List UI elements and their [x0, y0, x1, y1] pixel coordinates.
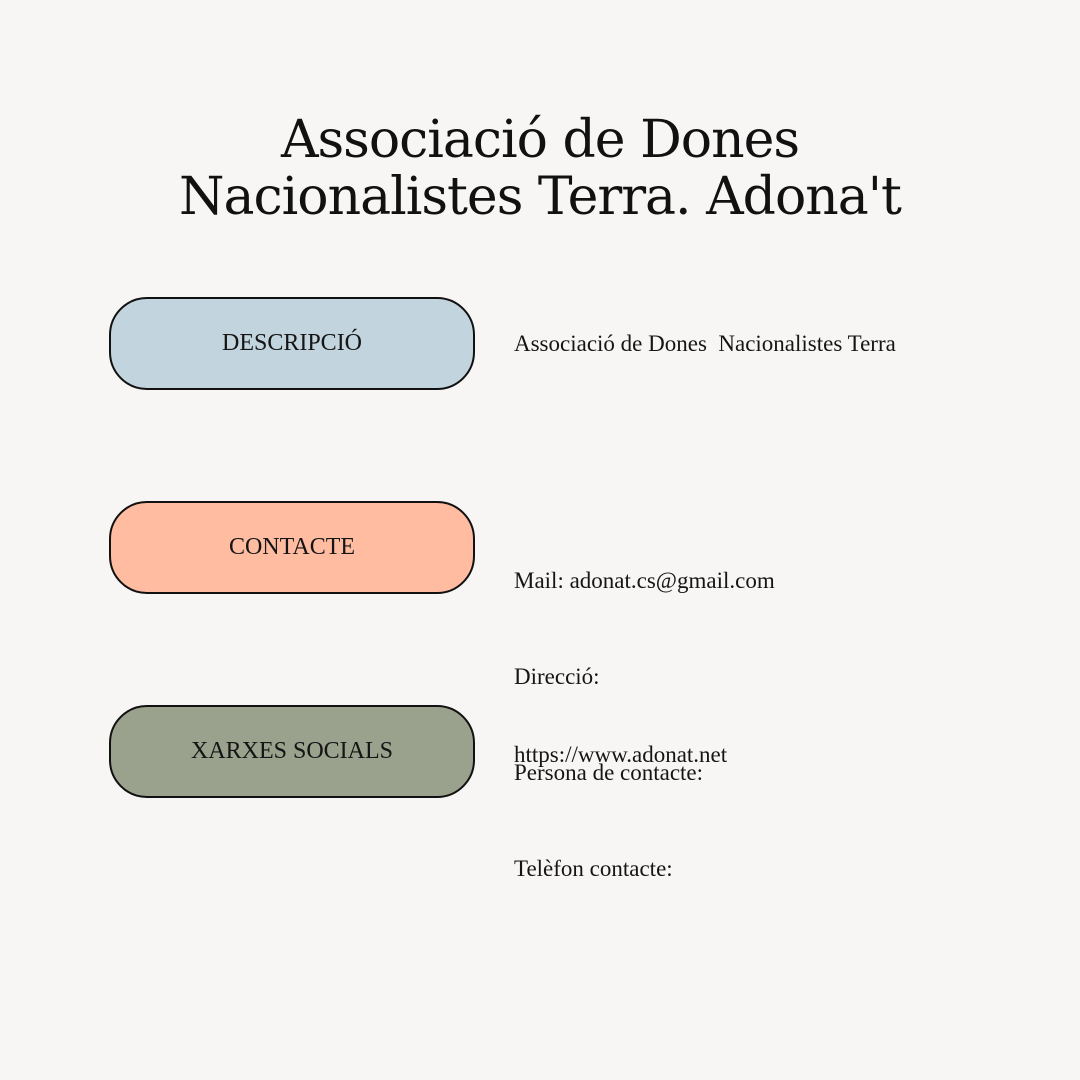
- contact-person: Persona de contacte:: [514, 760, 704, 785]
- description-label: DESCRIPCIÓ: [221, 330, 363, 356]
- title-line-1: Associació de Dones: [280, 110, 800, 170]
- social-link[interactable]: https://www.adonat.net: [514, 742, 728, 767]
- contact-label-pill: [109, 501, 475, 594]
- contact-info: [514, 501, 775, 917]
- social-label-pill: [109, 705, 475, 798]
- contact-label: CONTACTE: [228, 534, 356, 560]
- contact-address: Direcció:: [514, 664, 600, 689]
- description-label-pill: [109, 297, 475, 390]
- contact-phone: Telèfon contacte:: [514, 856, 673, 881]
- page-title: [0, 112, 1080, 226]
- title-line-2: Nacionalistes Terra. Adona't: [179, 167, 901, 227]
- social-label: XARXES SOCIALS: [190, 738, 394, 764]
- contact-mail: Mail: adonat.cs@gmail.com: [514, 568, 775, 593]
- description-text: Associació de Dones Nacionalistes Terra: [514, 331, 896, 356]
